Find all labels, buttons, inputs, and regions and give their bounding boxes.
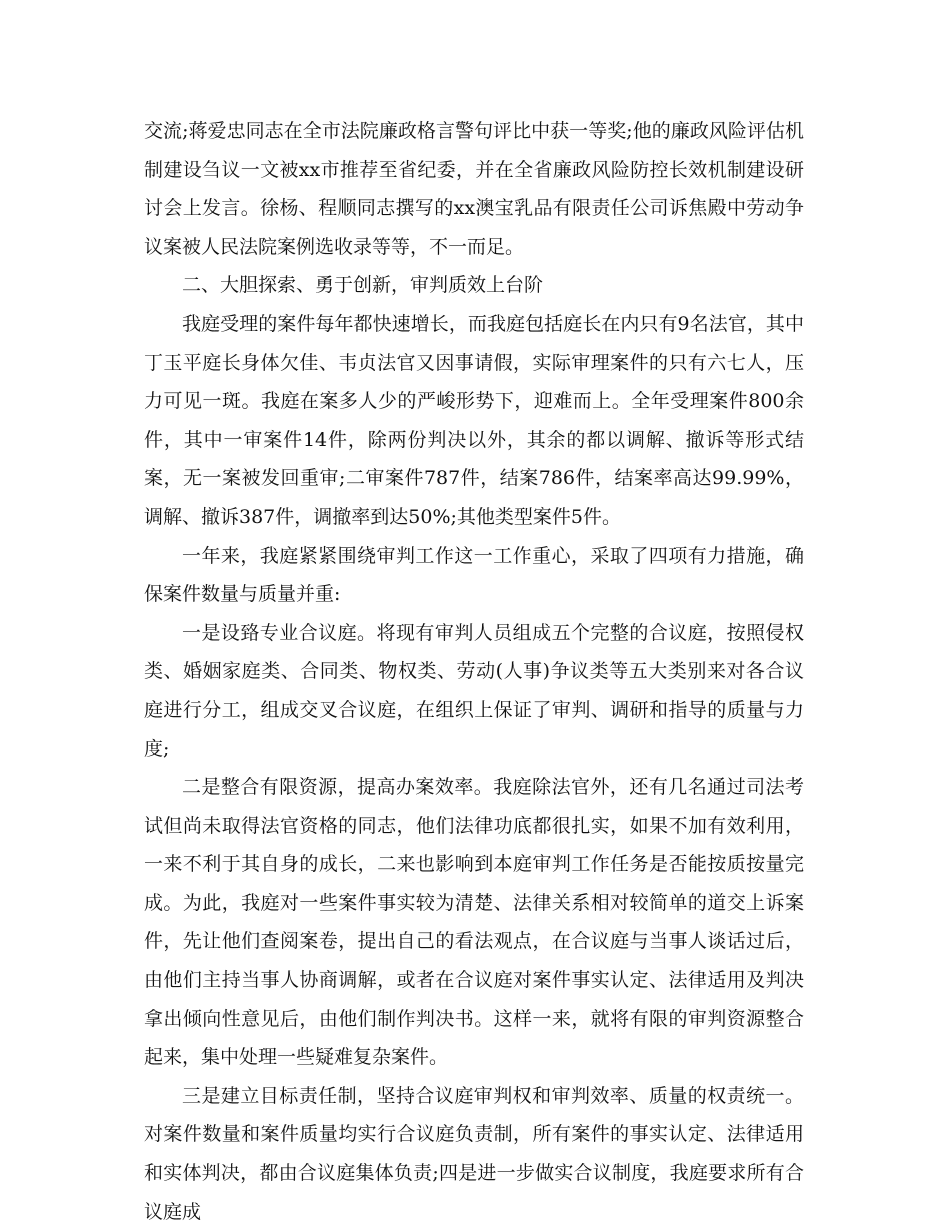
paragraph-7: 三是建立目标责任制，坚持合议庭审判权和审判效率、质量的权责统一。对案件数量和案件质量均实行合议庭负责制，所有案件的事实认定、法律适用和实体判决，都由合议庭集体负责;四是进一步做实合议制度，我庭要求所有合议庭成	[144, 1084, 804, 1223]
paragraph-1: 交流;蒋爱忠同志在全市法院廉政格言警句评比中获一等奖;他的廉政风险评估机制建设刍议一文被xx市推荐至省纪委，并在全省廉政风险防控长效机制建设研讨会上发言。徐杨、程顺同志撰写的xx澳宝乳品有限责任公司诉焦殿中劳动争议案被人民法院案例选收录等等，不一而足。	[144, 120, 804, 258]
paragraph-4: 一年来，我庭紧紧围绕审判工作这一工作重心，采取了四项有力措施，确保案件数量与质量并重:	[144, 544, 804, 606]
paragraph-3: 我庭受理的案件每年都快速增长，而我庭包括庭长在内只有9名法官，其中丁玉平庭长身体欠佳、韦贞法官又因事请假，实际审理案件的只有六七人，压力可见一斑。我庭在案多人少的严峻形势下，迎难而上。全年受理案件800余件，其中一审案件14件，除两份判决以外，其余的都以调解、撤诉等形式结案，无一案被发回重审;二审案件787件，结案786件，结案率高达99.99%，调解、撤诉387件，调撤率到达50%;其他类型案件5件。	[144, 312, 804, 528]
document-body	[144, 112, 804, 1231]
paragraph-5: 一是设臵专业合议庭。将现有审判人员组成五个完整的合议庭，按照侵权类、婚姻家庭类、合同类、物权类、劳动(人事)争议类等五大类别来对各合议庭进行分工，组成交叉合议庭，在组织上保证了审判、调研和指导的质量与力度;	[144, 621, 804, 760]
paragraph-6: 二是整合有限资源，提高办案效率。我庭除法官外，还有几名通过司法考试但尚未取得法官资格的同志，他们法律功底都很扎实，如果不加有效利用，一来不利于其自身的成长，二来也影响到本庭审判工作任务是否能按质按量完成。为此，我庭对一些案件事实较为清楚、法律关系相对较简单的道交上诉案件，先让他们查阅案卷，提出自己的看法观点，在合议庭与当事人谈话过后，由他们主持当事人协商调解，或者在合议庭对案件事实认定、法律适用及判决拿出倾向性意见后，由他们制作判决书。这样一来，就将有限的审判资源整合起来，集中处理一些疑难复杂案件。	[144, 776, 804, 1069]
section-heading-2: 二、大胆探索、勇于创新，审判质效上台阶	[182, 274, 544, 297]
